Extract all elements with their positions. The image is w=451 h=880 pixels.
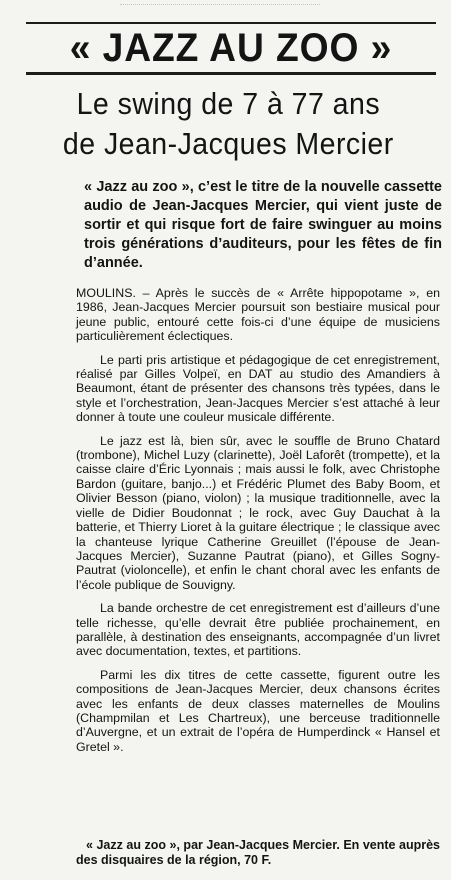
- body-paragraph: La bande orchestre de cet enregistrement est d’ailleurs d’une telle richesse, qu’elle devrait être publiée prochainement, en parallèle, à destination des enseignants, accompagnée d’un livret avec documentation, textes, et partitions.: [76, 601, 440, 659]
- subtitle-line-2: de Jean-Jacques Mercier: [62, 126, 394, 161]
- lead-paragraph: « Jazz au zoo », c’est le titre de la nouvelle cassette audio de Jean-Jacques Mercier, qui vient juste de sortir et qui risque fort de faire swinguer au moins trois générations d’auditeurs, pour les fêtes de fin d’année.: [84, 179, 442, 271]
- body-paragraph: Parmi les dix titres de cette cassette, figurent outre les compositions de Jean-Jacques Mercier, deux chansons écrites avec les enfants de deux classes maternelles de Moulins (Champmilan et Les Chartreux), une berceuse traditionnelle d’Auvergne, et un extrait de l’opéra de Humperdinck « Hansel et Gretel ».: [76, 667, 440, 754]
- footer-note: « Jazz au zoo », par Jean-Jacques Mercier. En vente auprès des disquaires de la région, 70 F.: [76, 838, 440, 867]
- subtitle-line-1: Le swing de 7 à 77 ans: [76, 86, 381, 121]
- body-paragraph: Le jazz est là, bien sûr, avec le souffle de Bruno Chatard (trombone), Michel Luzy (clarinette), Joël Laforêt (trompette), et la caisse claire d’Éric Lyonnais ; mais aussi le folk, avec Christophe Bardon (guitare, banjo...) et Frédéric Plumet des Baby Boom, et Olivier Besson (piano, violon) ; la musique traditionnelle, avec la vielle de Didier Boudonnat ; le rock, avec Guy Dauchat à la batterie, et Thierry Lioret à la guitare électrique ; le classique avec la chanteuse lyrique Catherine Greuillet (l’épouse de Jean-Jacques Mercier), Suzanne Pautrat (piano), et Gilles Sogny-Pautrat (violoncelle), et enfin le chant choral avec les enfants de l’école publique de Souvigny.: [76, 433, 440, 592]
- body-paragraph: MOULINS. – Après le succès de « Arrête hippopotame », en 1986, Jean-Jacques Mercier poursuit son bestiaire musical pour jeune public, entouré cette fois-ci d’une équipe de musiciens particulièrement éclectiques.: [76, 286, 440, 344]
- headline-rule-bottom: [26, 72, 436, 75]
- scan-artifact: [120, 4, 320, 15]
- article-body: [76, 286, 440, 763]
- headline: « JAZZ AU ZOO »: [69, 26, 393, 70]
- subtitle: [48, 84, 409, 164]
- body-paragraph: Le parti pris artistique et pédagogique de cet enregistrement, réalisé par Gilles Volpeï, en DAT au studio des Amandiers à Beaumont, étant de présenter des chansons très typées, dans le style et l’orchestration, Jean-Jacques Mercier s’est attaché à leur donner à toute une couleur musicale différente.: [76, 352, 440, 425]
